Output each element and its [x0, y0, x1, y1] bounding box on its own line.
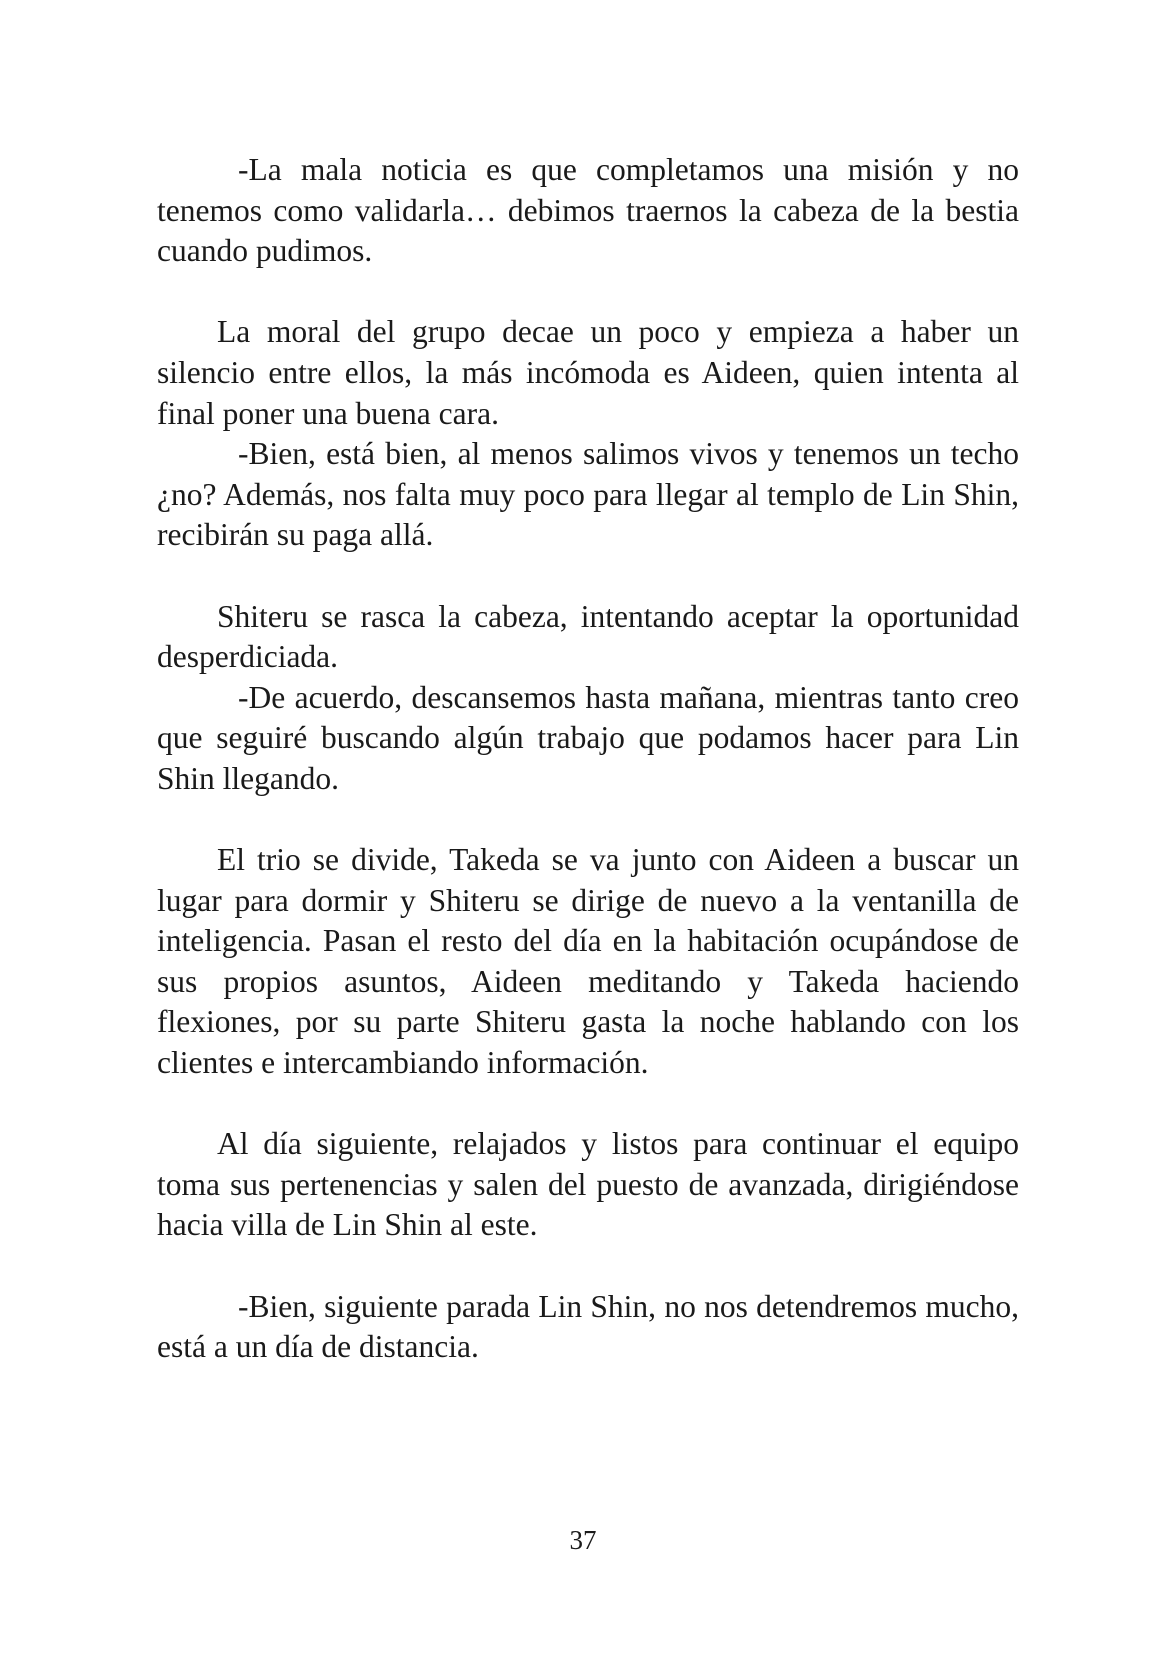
narration-paragraph: La moral del grupo decae un poco y empieza a haber un silencio entre ellos, la más incómoda es Aideen, quien intenta al final poner una buena cara.	[157, 314, 1019, 431]
dialogue-paragraph: -De acuerdo, descansemos hasta mañana, mientras tanto creo que seguiré buscando algún trabajo que podamos hacer para Lin Shin llegando.	[157, 679, 1019, 796]
paragraph-gap	[157, 1246, 1019, 1287]
dialogue-paragraph: -Bien, está bien, al menos salimos vivos y tenemos un techo ¿no? Además, nos falta muy poco para llegar al templo de Lin Shin, recibirán su paga allá.	[157, 436, 1019, 553]
paragraph-gap	[157, 556, 1019, 597]
dialogue-paragraph: -La mala noticia es que completamos una misión y no tenemos como validarla… debimos traernos la cabeza de la bestia cuando pudimos.	[157, 152, 1019, 269]
page-body	[157, 150, 1019, 1368]
paragraph-gap	[157, 800, 1019, 841]
narration-paragraph: Al día siguiente, relajados y listos para continuar el equipo toma sus pertenencias y salen del puesto de avanzada, dirigiéndose hacia villa de Lin Shin al este.	[157, 1126, 1019, 1243]
paragraph-gap	[157, 272, 1019, 313]
dialogue-paragraph: -Bien, siguiente parada Lin Shin, no nos detendremos mucho, está a un día de distancia.	[157, 1288, 1019, 1365]
narration-paragraph: El trio se divide, Takeda se va junto con Aideen a buscar un lugar para dormir y Shiteru se dirige de nuevo a la ventanilla de inteligencia. Pasan el resto del día en la habitación ocupándose de sus propios asuntos, Aideen meditando y Takeda haciendo flexiones, por su parte Shiteru gasta la noche hablando con los clientes e intercambiando información.	[157, 842, 1019, 1081]
narration-paragraph: Shiteru se rasca la cabeza, intentando aceptar la oportunidad desperdiciada.	[157, 598, 1019, 675]
page-number: 37	[569, 1525, 597, 1555]
paragraph-gap	[157, 1084, 1019, 1125]
